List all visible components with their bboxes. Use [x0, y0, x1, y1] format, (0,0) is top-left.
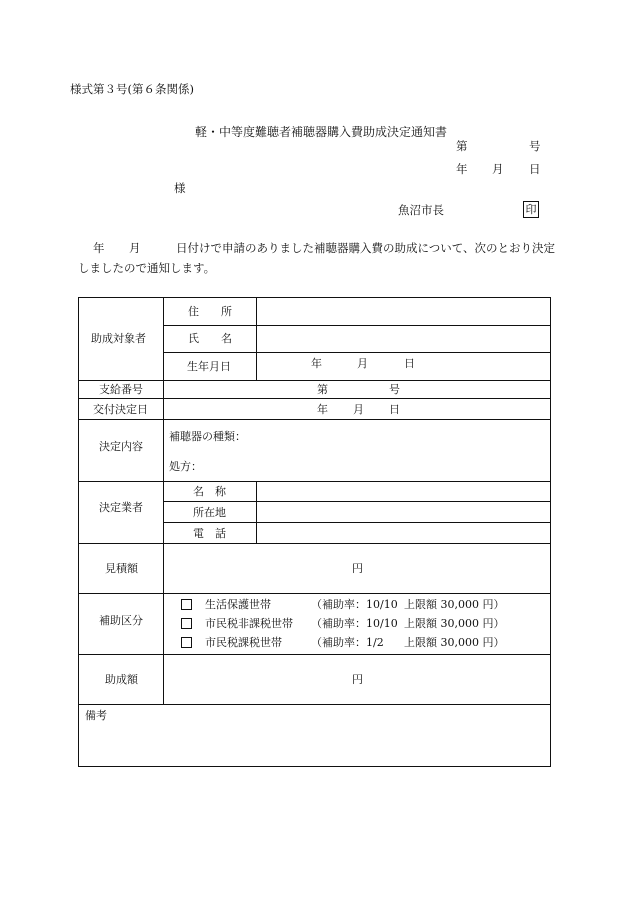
checkbox[interactable]: [181, 599, 192, 610]
date-day: 日: [529, 162, 541, 176]
decision-content-label: 決定内容: [99, 440, 143, 453]
option-rate: （補助率：1/2: [311, 636, 384, 649]
payment-number-go: 号: [389, 383, 400, 396]
subsidy-amount-label: 助成額: [105, 673, 138, 686]
intro-line2: しましたので通知します。: [78, 261, 216, 275]
prescription-label: 処方：: [169, 460, 202, 473]
payment-number-dai: 第: [317, 383, 328, 396]
sender-name: 魚沼市長: [398, 203, 444, 217]
intro-month: 月: [129, 241, 141, 255]
option-rate: （補助率：10/10: [311, 617, 398, 630]
birth-year: 年: [311, 357, 322, 370]
option-row: [181, 599, 192, 611]
vendor-name-label: 名 称: [193, 485, 226, 498]
doc-number-dai: 第: [456, 139, 468, 153]
option-name: 市民税課税世帯: [205, 636, 282, 649]
addressee-suffix: 様: [174, 181, 186, 195]
option-limit: 上限額 30,000 円）: [404, 598, 505, 611]
page-title: 軽・中等度難聴者補聴器購入費助成決定通知書: [194, 125, 448, 139]
vendor-phone-label: 電 話: [193, 527, 226, 540]
remarks-label: 備考: [85, 709, 107, 722]
option-limit: 上限額 30,000 円）: [404, 636, 505, 649]
decision-year: 年: [317, 403, 328, 416]
address-label: 住 所: [188, 305, 232, 318]
subsidy-class-label: 補助区分: [99, 614, 143, 627]
vendor-label: 決定業者: [99, 501, 143, 514]
option-row: [181, 618, 192, 630]
option-limit: 上限額 30,000 円）: [404, 617, 505, 630]
birth-label: 生年月日: [187, 360, 231, 373]
decision-month: 月: [353, 403, 364, 416]
date-month: 月: [492, 162, 504, 176]
date-year: 年: [456, 162, 468, 176]
form-number: 様式第３号(第６条関係): [70, 82, 194, 96]
birth-day: 日: [404, 357, 415, 370]
option-rate: （補助率：10/10: [311, 598, 398, 611]
name-label: 氏 名: [188, 332, 232, 345]
decision-date-label: 交付決定日: [93, 403, 148, 416]
doc-number-go: 号: [529, 139, 541, 153]
option-name: 市民税非課税世帯: [205, 617, 293, 630]
vendor-location-label: 所在地: [193, 506, 226, 519]
estimate-label: 見積額: [105, 562, 138, 575]
recipient-label: 助成対象者: [91, 332, 146, 345]
intro-line1: 日付けで申請のありました補聴器購入費の助成について、次のとおり決定: [176, 241, 556, 255]
checkbox[interactable]: [181, 637, 192, 648]
payment-number-label: 支給番号: [99, 383, 143, 396]
decision-day: 日: [389, 403, 400, 416]
birth-month: 月: [357, 357, 368, 370]
subsidy-yen: 円: [352, 673, 363, 686]
hearing-aid-type-label: 補聴器の種類：: [169, 430, 246, 443]
intro-year: 年: [93, 241, 105, 255]
decision-table: [78, 297, 551, 767]
seal-stamp: 印: [523, 201, 539, 218]
checkbox[interactable]: [181, 618, 192, 629]
option-row: [181, 637, 192, 649]
option-name: 生活保護世帯: [205, 598, 271, 611]
estimate-yen: 円: [352, 562, 363, 575]
